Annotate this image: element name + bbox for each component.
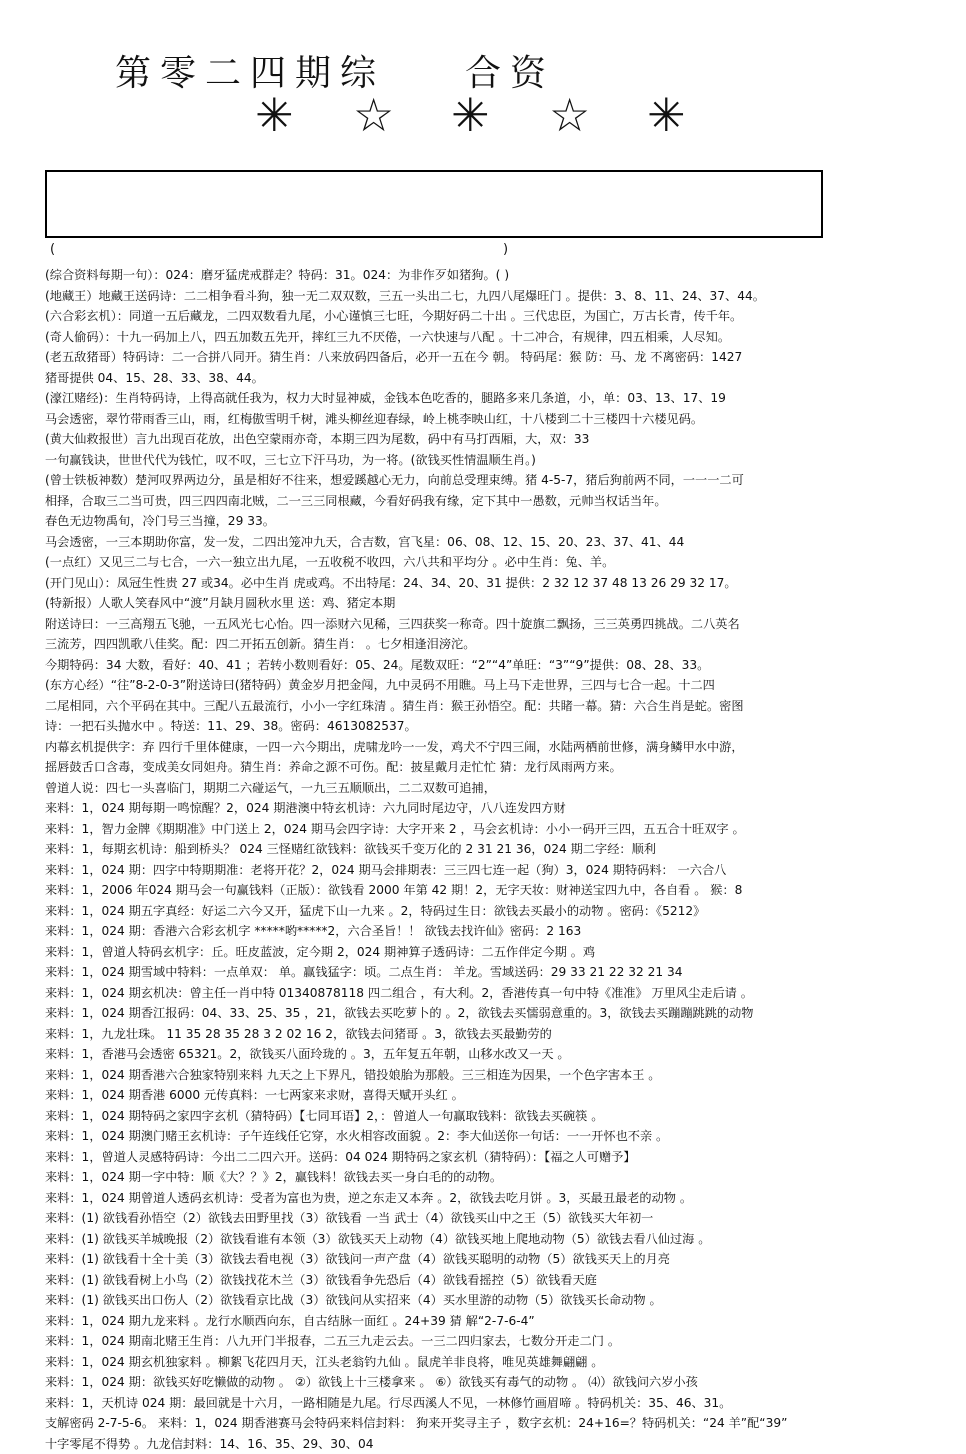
text-line: 来料：1，024 期香江报码：04、33、25、35 ，21，欲钱去买吃萝卜的 。2，欲钱去买懦弱意重的。3，欲钱去买蹦蹦跳跳的动物 xyxy=(45,1003,945,1024)
text-line: 来料：(1) 欲钱买出口伤人（2）欲钱看京比战（3）欲钱问从实招来（4）买水里游的动物（5）欲钱买长命动物 。 xyxy=(45,1290,945,1311)
title-left: 第零二四期综 xyxy=(115,53,385,94)
text-line: 摇唇鼓舌口含毒，变成美女同妲舟。猜生肖：养命之源不可伤。配：披星戴月走忙忙 猜：龙行凤雨两方来。 xyxy=(45,757,945,778)
text-line: 来料：1，024 期澳门赌王玄机诗：子午连线任它穿，水火相容改面貌 。2：李大仙送你一句话：一一开怀也不亲 。 xyxy=(45,1126,945,1147)
text-line: 十字零尾不得势 。九龙信封料：14、16、35、29、30、04 xyxy=(45,1434,945,1454)
text-line: 来料：1，曾道人特码玄机字：丘。旺皮蓝波，定今期 2，024 期神算子透码诗：二五作伴定今期 。鸡 xyxy=(45,942,945,963)
text-line: 来料：1，2006 年024 期马会一句赢钱料（正版）：欲钱看 2000 年第 42 期！2，无字天妆：财神送宝四九中，各自看 。 猴：8 xyxy=(45,880,945,901)
text-line: 来料：1，024 期：香港六合彩玄机字 *****哟*****2，六合圣旨！！ 欲钱去找许仙》密码：2 163 xyxy=(45,921,945,942)
text-line: (综合资料每期一句）：024：磨牙猛虎戒群走？特码：31。024：为非作歹如猪狗。( ) xyxy=(45,265,945,286)
text-line: (东方心经）“往”8-2-0-3”附送诗曰(猪特码）黄金岁月把金闯，九中灵码不用瞧。马上马下走世界，三四与七合一起。十二四 xyxy=(45,675,945,696)
text-line: 来料：(1) 欲钱看孙悟空（2）欲钱去田野里找（3）欲钱看 一当 武士（4）欲钱买山中之王（5）欲钱买大年初一 xyxy=(45,1208,945,1229)
paren-right: ) xyxy=(503,242,508,257)
text-line: 来料：1，024 期香港 6000 元传真料：一七两家来求财，喜得天赋开头红 。 xyxy=(45,1085,945,1106)
text-line: 附送诗曰：一三高翔五飞驰，一五风光七心怡。四一添财六见稀，三四获奖一称奇。四十旋旗二飘扬，三三英勇四挑战。二八英名 xyxy=(45,614,945,635)
text-line: (曾士铁板神数）楚河叹界两边分，虽是相好不往来，想爱蹊越心无力，向前总受理束缚。猪 4-5-7，猪后狗前两不同，一一一二可 xyxy=(45,470,945,491)
text-line: 来料：1，024 期：欲钱买好吃懒做的动物 。 ②）欲钱上十三楼拿来 。 ⑥）欲钱买有毒气的动物 。 ⑷）欲钱问六岁小孩 xyxy=(45,1372,945,1393)
text-line: 来料：1，智力金牌《期期准》中门送上 2，024 期马会四字诗：大字开来 2 ，马会玄机诗：小小一码开三四，五五合十旺双字 。 xyxy=(45,819,945,840)
text-line: 支解密码 2-7-5-6。 来料：1，024 期香港赛马会特码来料信封料： 狗来开奖寻主子 ，数字玄机：24+16=？特码机关：“24 羊”配“39” xyxy=(45,1413,945,1434)
text-line: 来料：1，024 期南北赌王生肖：八九开门半报春，二五三九走云去。一三二四归家去，七数分开走二门 。 xyxy=(45,1331,945,1352)
text-line: (开门见山）：凤冠生性贵 27 或34。必中生肖 虎或鸡。不出特尾：24、34、20、31 提供：2 32 12 37 48 13 26 29 32 17。 xyxy=(45,573,945,594)
text-line: 来料：(1) 欲钱买羊城晚报（2）欲钱看谁有本领（3）欲钱买天上动物（4）欲钱买地上爬地动物（5）欲钱去看八仙过海 。 xyxy=(45,1229,945,1250)
asterisk-star-icon: ✳ xyxy=(255,88,294,142)
title-right: 合资 xyxy=(465,53,555,94)
text-line: (六合彩玄机）：同道一五后藏龙，二四双数看九尾，小心谨慎三七旺，今期好码二十出 。三代忠臣，为国亡，万古长青，传千年。 xyxy=(45,306,945,327)
blank-frame xyxy=(45,170,823,238)
text-line: 内幕玄机提供字：弃 四行千里体健康，一四一六今期出，虎啸龙吟一一发，鸡犬不宁四三闹，水陆两栖前世修，满身鳞甲水中游， xyxy=(45,737,945,758)
star-row xyxy=(255,88,695,142)
text-line: 来料：(1) 欲钱看树上小鸟（2）欲钱找花木兰（3）欲钱看争先恐后（4）欲钱看摇控（5）欲钱看天庭 xyxy=(45,1270,945,1291)
text-line: 来料：1，天机诗 024 期：最回就是十六月，一路相随是九尾。行尽西溪人不见，一林修竹画眉啼 。特码机关：35、46、31。 xyxy=(45,1393,945,1414)
text-line: 来料：1，香港马会透密 65321。2，欲钱买八面玲珑的 。3，五年复五年朝，山移水改又一天 。 xyxy=(45,1044,945,1065)
text-line: 三流芳，四四凯歌八佳奖。配：四二开拓五创新。猜生肖： 。七夕相逢泪滂沱。 xyxy=(45,634,945,655)
asterisk-star-icon: ✳ xyxy=(451,88,490,142)
text-line: 来料：1，每期玄机诗：船到桥头？ 024 三怪赌红欲钱料：欲钱买千变万化的 2 31 21 36，024 期二字经：顺利 xyxy=(45,839,945,860)
text-line: 马会透密，翠竹带雨香三山，雨，红梅傲雪明千树，滩头柳丝迎春绿，岭上桃李映山红，十八楼到二十三楼四十六楼见码。 xyxy=(45,409,945,430)
text-line: 今期特码：34 大数，看好：40、41 ；若转小数则看好：05、24。尾数双旺：“2”“4”单旺：“3”“9”提供：08、28、33。 xyxy=(45,655,945,676)
text-line: (奇人偷码）：十九一码加上八，四五加数五先开，摔红三九不厌倦，一六快速与八配 。十二冲合，有规律，四五相乘，人尽知。 xyxy=(45,327,945,348)
text-line: (濠江赌经)：生肖特码诗，上得高就任我为，权力大时显神威，金钱本色吃香的，腿路多来几条道，小，单：03、13、17、19 xyxy=(45,388,945,409)
text-line: 来料：1，024 期九龙来料 。龙行水顺西向东，自古结脉一面红 。24+39 猜 解“2-7-6-4” xyxy=(45,1311,945,1332)
text-content xyxy=(45,265,945,1454)
asterisk-star-icon: ✳ xyxy=(647,88,686,142)
outline-star-icon: ☆ xyxy=(353,88,394,142)
text-line: 马会透密，一三本期助你富，发一发，二四出笼冲九天，合吉数，宫飞星：06、08、12、15、20、23、37、41、44 xyxy=(45,532,945,553)
text-line: 春色无边物禹旬，冷门号三当撞，29 33。 xyxy=(45,511,945,532)
text-line: (老五敌猪哥）特码诗：二一合拼八同开。猜生肖：八来放码四备后，必开一五在今 朝。 特码尾：猴 防：马、龙 不离密码：1427 xyxy=(45,347,945,368)
paren-left: ( xyxy=(50,242,55,257)
text-line: 来料：1，024 期每期一鸣惊醒？2，024 期港澳中特玄机诗：六九同时尾边守，八八连发四方财 xyxy=(45,798,945,819)
text-line: 二尾相同，六个平码在其中。三配八五最流行，小小一字红珠清 。猜生肖：猴王孙悟空。配：共睹一幕。猜：六合生肖是蛇。密图 xyxy=(45,696,945,717)
text-line: (特新报）人歌人笑春风中“渡”月缺月圆秋水里 送：鸡、猪定本期 xyxy=(45,593,945,614)
text-line: 来料：1，024 期特码之家四字玄机（猜特码）【七同耳语】2，：曾道人一句赢取钱料：欲钱去买碗筷 。 xyxy=(45,1106,945,1127)
text-line: 来料：1，曾道人灵感特码诗：今出二二四六开。送码：04 024 期特码之家玄机（猜特码）：【福之人可赠予】 xyxy=(45,1147,945,1168)
text-line: 来料：1，024 期一字中特：顺《大？？》2，赢钱料！欲钱去买一身白毛的的动物。 xyxy=(45,1167,945,1188)
text-line: 诗：一把石头抛水中 。特送：11、29、38。密码：4613082537。 xyxy=(45,716,945,737)
text-line: 来料：1，024 期玄机独家料 。柳絮飞花四月天，江头老翁钓九仙 。鼠虎羊非良将，唯见英雄舞翩翩 。 xyxy=(45,1352,945,1373)
text-line: (一点红）又见三二与七合，一六一独立出九尾，一五收税不收四，六八共和平均分 。必中生肖：兔、羊。 xyxy=(45,552,945,573)
text-line: 来料：1，024 期玄机决：曾主任一肖中特 01340878118 四二组合 ，有大利。2，香港传真一句中特《准准》 万里风尘走后请 。 xyxy=(45,983,945,1004)
text-line: 来料：1，九龙壮珠。 11 35 28 35 28 3 2 02 16 2，欲钱去问猪哥 。3，欲钱去买最勤劳的 xyxy=(45,1024,945,1045)
text-line: (地藏王）地藏王送码诗：二二相争看斗狗，独一无二双双数，三五一头出二七，九四八尾爆旺门 。提供：3、8、11、24、37、44。 xyxy=(45,286,945,307)
text-line: 来料：1，024 期五字真经：好运二六今又开，猛虎下山一九来 。2，特码过生日：欲钱去买最小的动物 。密码：《5212》 xyxy=(45,901,945,922)
text-line: 来料：1，024 期：四字中特期期准：老将开花？2，024 期马会排期表：三三四七连一起（狗）3，024 期特码料： 一六合八 xyxy=(45,860,945,881)
text-line: (黄大仙救报世）言九出现百花放，出色空蒙雨亦奇，本期三四为尾数，码中有马打西厢，大，双：33 xyxy=(45,429,945,450)
outline-star-icon: ☆ xyxy=(549,88,590,142)
text-line: 曾道人说：四七一头喜临门，期期二六碰运气，一九三五顺顺出，二二双数可追捕， xyxy=(45,778,945,799)
text-line: 猪哥提供 04、15、28、33、38、44。 xyxy=(45,368,945,389)
text-line: 一句赢钱诀，世世代代为钱忙，叹不叹，三七立下汗马功，为一将。(欲钱买性情温顺生肖。) xyxy=(45,450,945,471)
text-line: 相择，合取三二当可贵，四三四四南北贼，二一三三同根藏，今看好码我有缘，定下其中一愚数，元帅当权话当年。 xyxy=(45,491,945,512)
text-line: 来料：1，024 期香港六合独家特别来料 九天之上下界凡，错投娘胎为那般。三三相连为因果，一个色字害本王 。 xyxy=(45,1065,945,1086)
text-line: 来料：1，024 期雪域中特料：一点单双： 单。赢钱猛字：顷。二点生肖： 羊龙。雪域送码：29 33 21 22 32 21 34 xyxy=(45,962,945,983)
text-line: 来料：1，024 期曾道人透码玄机诗：受者为富也为贵，逆之东走又本奔 。2，欲钱去吃月饼 。3，买最丑最老的动物 。 xyxy=(45,1188,945,1209)
text-line: 来料：(1) 欲钱看十全十美（3）欲钱去看电视（3）欲钱问一声产盘（4）欲钱买聪明的动物（5）欲钱买天上的月亮 xyxy=(45,1249,945,1270)
